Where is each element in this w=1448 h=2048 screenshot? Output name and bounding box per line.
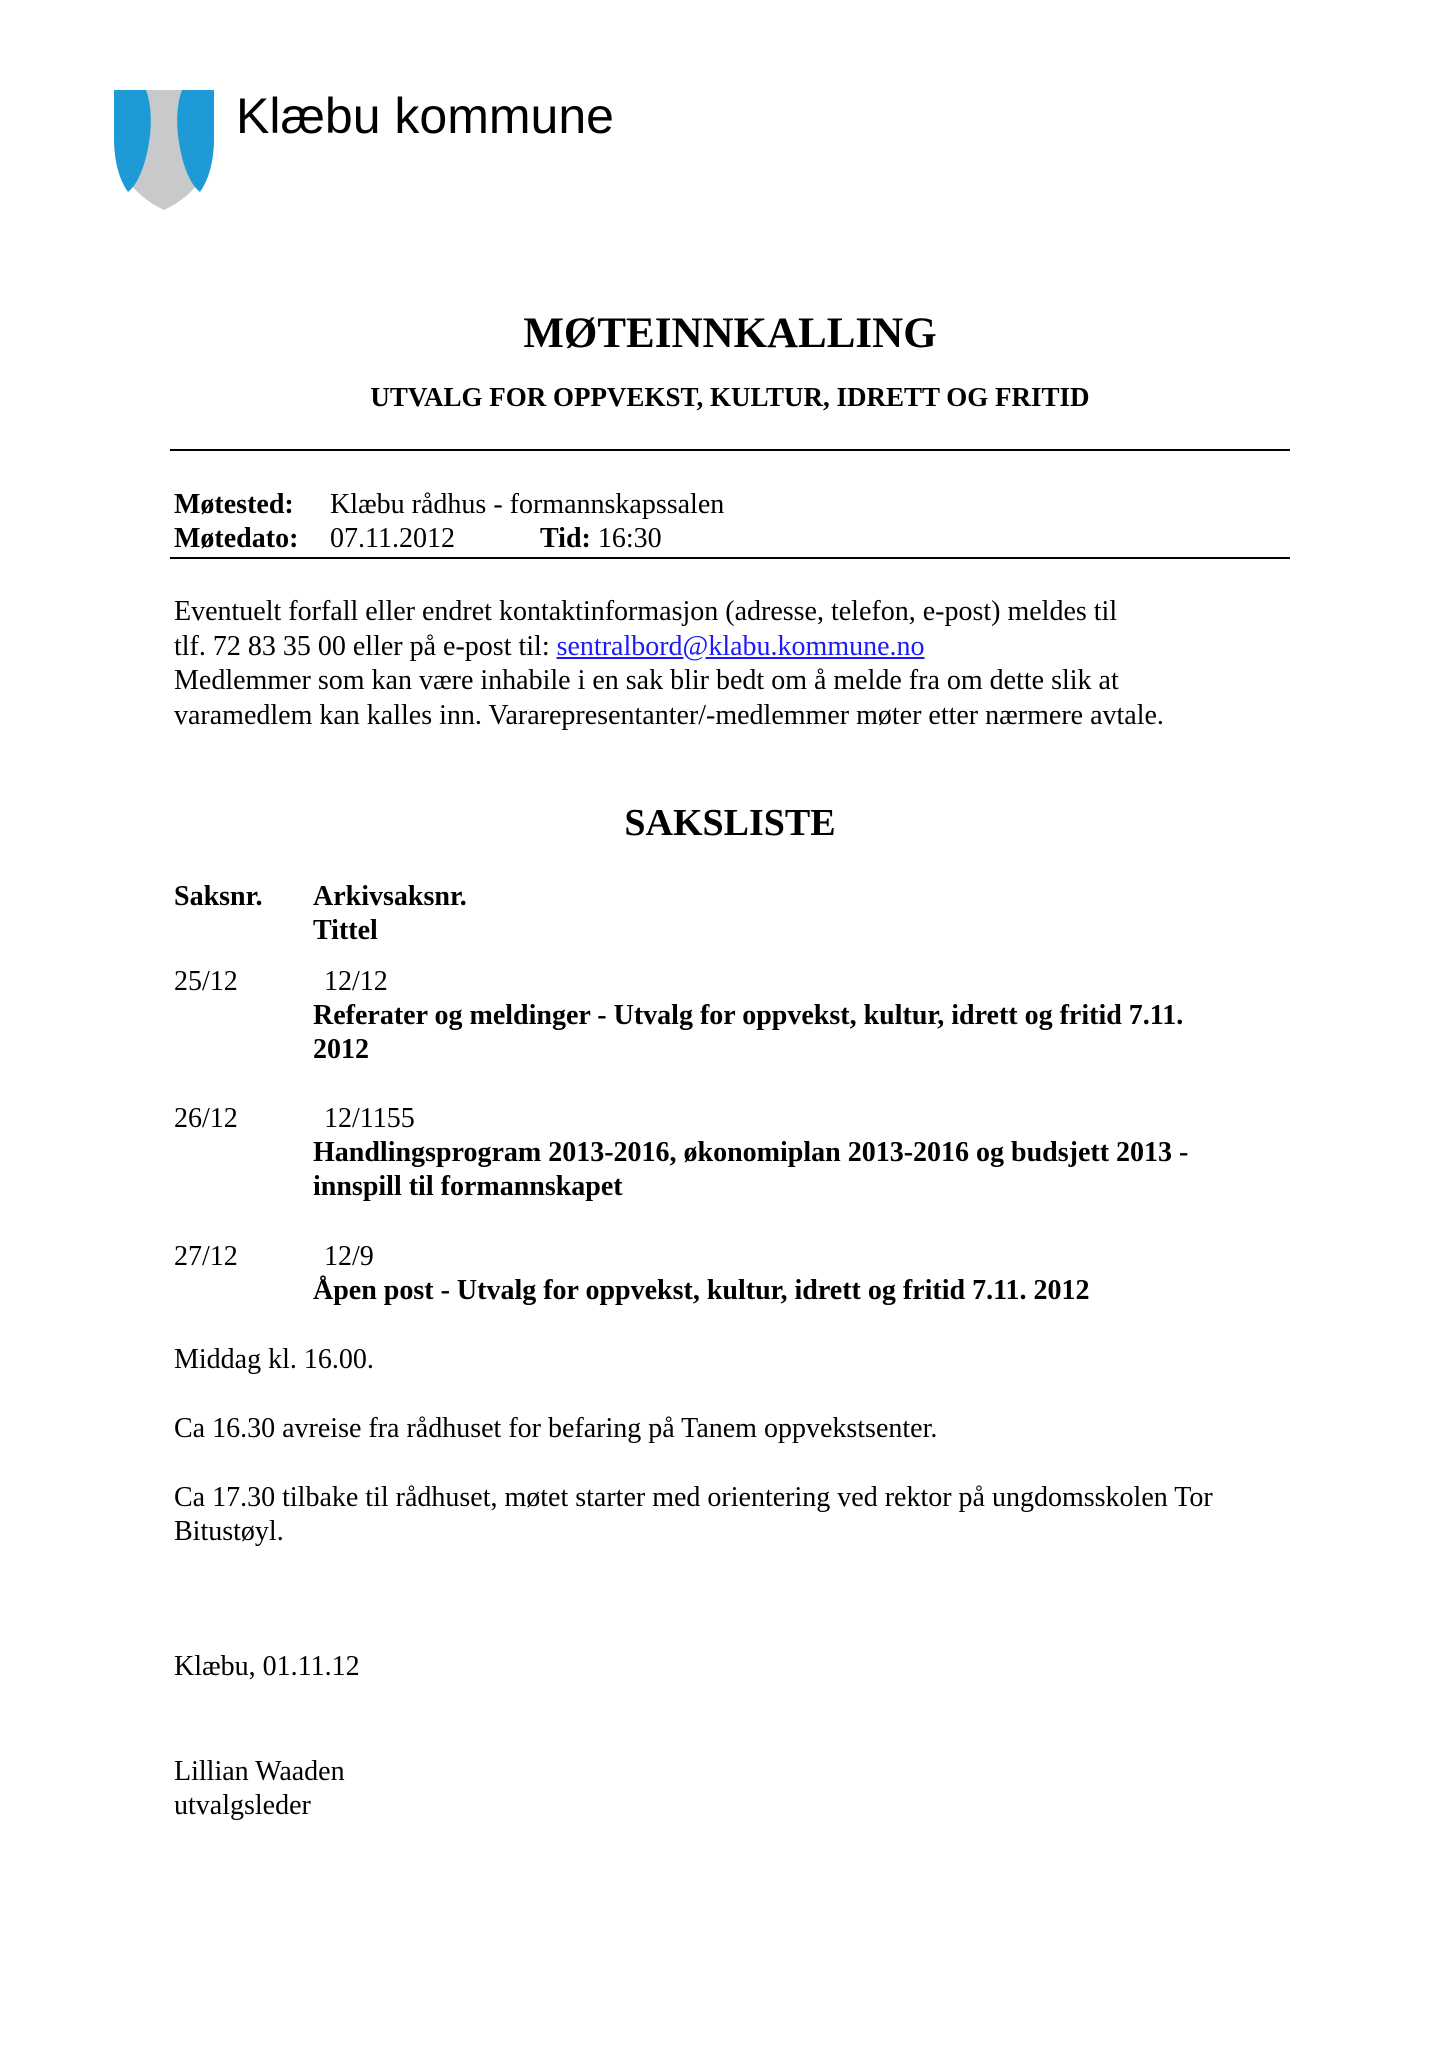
meeting-time-value: 16:30 — [597, 523, 662, 554]
notice-line-3: Medlemmer som kan være inhabile i en sak blir bedt om å melde fra om dette slik at — [174, 665, 1119, 696]
agenda-item-title-line: Referater og meldinger - Utvalg for oppvekst, kultur, idrett og fritid 7.11. — [313, 1000, 1184, 1031]
note-departure-text: Ca 16.30 avreise fra rådhuset for befaring på Tanem oppvekstsenter. — [174, 1413, 938, 1444]
agenda-item-saksnr: 26/12 — [174, 1103, 238, 1134]
agenda-item-arkivsaksnr: 12/12 — [324, 966, 388, 997]
document-subtitle: UTVALG FOR OPPVEKST, KULTUR, IDRETT OG FRITID — [370, 382, 1090, 412]
meeting-place-label: Møtested: — [174, 489, 294, 520]
notice-line-4: varamedlem kan kalles inn. Vararepresentanter/-medlemmer møter etter nærmere avtale. — [174, 699, 1164, 731]
meeting-place-row — [174, 488, 724, 522]
note-departure — [174, 1412, 1294, 1446]
notice-line-2 — [174, 630, 1294, 665]
email-link[interactable]: sentralbord@klabu.kommune.no — [556, 630, 925, 662]
agenda-title: SAKSLISTE — [624, 802, 836, 844]
meeting-date-value: 07.11.2012 — [330, 523, 455, 554]
col-header-tittel: Tittel — [313, 915, 378, 946]
agenda-item-arkivsaksnr: 12/9 — [324, 1241, 374, 1272]
col-header-saksnr: Saksnr. — [174, 881, 263, 912]
col-header-arkivsaksnr: Arkivsaksnr. — [313, 881, 467, 912]
signer-role: utvalgsleder — [174, 1790, 311, 1821]
notice-line-1: Eventuelt forfall eller endret kontaktinformasjon (adresse, telefon, e-post) meldes til — [174, 596, 1118, 627]
coat-of-arms-logo — [112, 88, 216, 212]
meeting-date-label: Møtedato: — [174, 523, 299, 554]
agenda-item-arkivsaksnr: 12/1155 — [324, 1103, 415, 1134]
agenda-item-title-line: 2012 — [313, 1034, 369, 1065]
agenda-item-title-line: innspill til formannskapet — [313, 1171, 623, 1202]
agenda-item-saksnr: 27/12 — [174, 1241, 238, 1272]
meeting-place-value: Klæbu rådhus - formannskapssalen — [330, 489, 725, 520]
note-dinner-text: Middag kl. 16.00. — [174, 1344, 374, 1375]
notice-line-2-text: tlf. 72 83 35 00 eller på e-post til: — [174, 630, 557, 662]
agenda-item-title — [313, 1274, 1313, 1308]
divider-top — [170, 449, 1290, 451]
agenda-item-title — [313, 1136, 1313, 1204]
agenda-item-title-line: Handlingsprogram 2013-2016, økonomiplan 2013-2016 og budsjett 2013 - — [313, 1137, 1189, 1168]
meeting-time — [540, 522, 662, 556]
note-dinner — [174, 1343, 1294, 1377]
place-date: Klæbu, 01.11.12 — [174, 1651, 360, 1682]
agenda-item-saksnr: 25/12 — [174, 966, 238, 997]
meeting-time-label: Tid: — [540, 523, 591, 554]
agenda-item-title — [313, 999, 1313, 1067]
note-return-line: Ca 17.30 tilbake til rådhuset, møtet starter med orientering ved rektor på ungdomsskolen Tor — [174, 1482, 1213, 1513]
agenda-item-title-line: Åpen post - Utvalg for oppvekst, kultur, idrett og fritid 7.11. 2012 — [313, 1275, 1090, 1306]
divider-bottom — [170, 557, 1290, 559]
note-return-line: Bitustøyl. — [174, 1516, 284, 1547]
notice-paragraph — [174, 595, 1294, 733]
meeting-date-row — [174, 522, 662, 556]
signer-name: Lillian Waaden — [174, 1756, 345, 1787]
document-title: MØTEINNKALLING — [523, 310, 937, 357]
note-return — [174, 1481, 1294, 1549]
organization-name: Klæbu kommune — [236, 88, 614, 144]
